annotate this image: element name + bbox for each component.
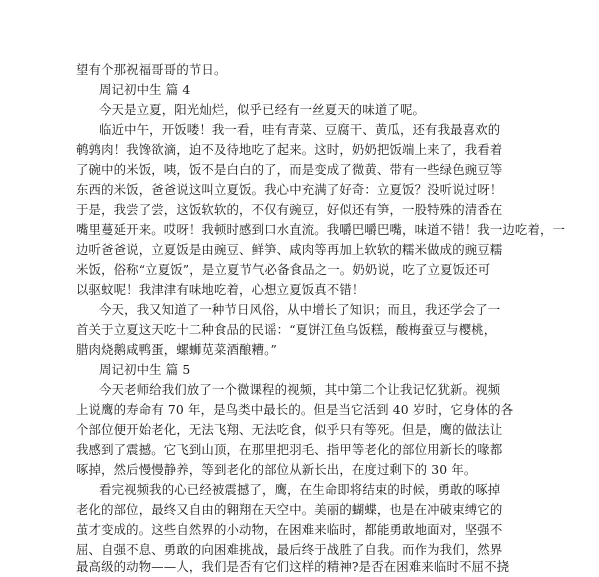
paragraph-line: 今天是立夏，阳光灿烂，似乎已经有一丝夏天的味道了呢。 (99, 102, 426, 117)
paragraph-line: 啄掉，然后慢慢静养，等到老化的部位从新长出，在度过剩下的 30 年。 (76, 462, 477, 477)
paragraph-line: 鹌鹑肉！我馋欲滴，迫不及待地吃了起来。这时，奶奶把饭端上来了，我看着 (76, 142, 503, 157)
paragraph-line: 腊肉烧鹅咸鸭蛋，螺蛳苋菜酒酿糟。” (76, 342, 277, 357)
paragraph-line: 嘴里蔓延开来。哎呀！我顿时感到口水直流。我嚼巴嚼巴嘴，味道不错！我一边吃着，一 (76, 222, 566, 237)
section-heading: 周记初中生 篇 4 (99, 82, 191, 97)
paragraph-line: 看完视频我的心已经被震撼了，鹰，在生命即将结束的时候，勇敢的啄掉 (99, 482, 501, 497)
paragraph-line: 老化的部位，最终又自由的翱翔在天空中。美丽的蝴蝶，也是在冲破束缚它的 (76, 502, 503, 517)
paragraph-line: 最高级的动物——人，我们是否有它们这样的精神?是否在困难来临时不屈不挠 (76, 559, 510, 574)
paragraph-line: 东西的米饭，爸爸说这叫立夏饭。我心中充满了好奇：立夏饭？没听说过呀！ (76, 182, 503, 197)
section-heading: 周记初中生 篇 5 (99, 362, 191, 377)
paragraph-line: 屈、自强不息、勇敢的向困难挑战，最后终于战胜了自我。而作为我们，然界 (76, 542, 503, 557)
paragraph-line: 我感到了震撼。它飞到山顶，在那里把羽毛、指甲等老化的部位用新长的喙都 (76, 442, 503, 457)
paragraph-line: 于是，我尝了尝，这饭软软的，不仅有豌豆，好似还有笋，一股特殊的清香在 (76, 202, 503, 217)
paragraph-line: 今天，我又知道了一种节日风俗，从中增长了知识；而且，我还学会了一 (99, 302, 501, 317)
paragraph-line: 茧才变成的。这些自然界的小动物，在困难来临时，都能勇敢地面对，坚强不 (76, 522, 503, 537)
paragraph-line: 今天老师给我们放了一个微课程的视频，其中第二个让我记忆犹新。视频 (99, 382, 501, 397)
paragraph-line: 以驱蚊呢！我津津有味地吃着，心想立夏饭真不错！ (76, 282, 365, 297)
paragraph-line: 了碗中的米饭，咦，饭不是白白的了，而是变成了微黄、带有一些绿色豌豆等 (76, 162, 503, 177)
paragraph-line: 望有个那祝福哥哥的节日。 (76, 62, 227, 77)
paragraph-line: 米饭，俗称“立夏饭”，是立夏节气必备食品之一。奶奶说，吃了立夏饭还可 (76, 262, 491, 277)
paragraph-line: 上说鹰的寿命有 70 年，是鸟类中最长的。但是当它活到 40 岁时，它身体的各 (76, 402, 514, 417)
paragraph-line: 临近中午，开饭喽！我一看，哇有青菜、豆腐干、黄瓜，还有我最喜欢的 (99, 122, 501, 137)
paragraph-line: 首关于立夏这天吃十二种食品的民谣：“夏饼江鱼乌饭糕，酸梅蚕豆与樱桃， (76, 322, 497, 337)
paragraph-line: 边听爸爸说，立夏饭是由豌豆、鲜笋、咸肉等再加上软软的糯米做成的豌豆糯 (76, 242, 503, 257)
paragraph-line: 个部位便开始老化，无法飞翔、无法吃食，似乎只有等死。但是，鹰的做法让 (76, 422, 503, 437)
